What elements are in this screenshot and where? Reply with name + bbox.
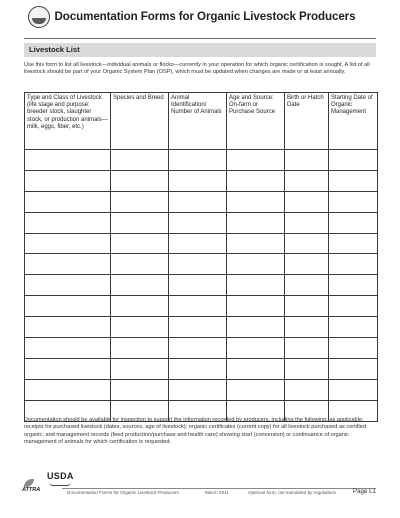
footer-note: Optional form, not mandated by regulations	[248, 490, 337, 495]
column-header-age-source: Age and Source: On-farm or Purchase Source	[227, 93, 285, 150]
table-cell[interactable]	[329, 170, 378, 191]
attra-logo: ATTRA	[22, 487, 41, 493]
table-cell[interactable]	[227, 233, 285, 254]
table-cell[interactable]	[285, 379, 329, 400]
table-cell[interactable]	[111, 233, 169, 254]
table-cell[interactable]	[25, 150, 111, 171]
table-cell[interactable]	[25, 254, 111, 275]
table-row	[25, 150, 378, 171]
table-cell[interactable]	[329, 296, 378, 317]
table-row	[25, 379, 378, 400]
table-cell[interactable]	[227, 254, 285, 275]
table-row	[25, 191, 378, 212]
table-cell[interactable]	[111, 275, 169, 296]
section-title: Livestock List	[24, 43, 376, 57]
table-cell[interactable]	[285, 191, 329, 212]
table-row	[25, 254, 378, 275]
table-cell[interactable]	[329, 254, 378, 275]
page-number: Page L1	[352, 488, 376, 495]
table-cell[interactable]	[169, 317, 227, 338]
table-cell[interactable]	[169, 170, 227, 191]
table-cell[interactable]	[285, 170, 329, 191]
table-cell[interactable]	[227, 358, 285, 379]
table-cell[interactable]	[329, 150, 378, 171]
column-header-birth-date: Birth or Hatch Date	[285, 93, 329, 150]
table-cell[interactable]	[25, 191, 111, 212]
table-cell[interactable]	[169, 338, 227, 359]
table-cell[interactable]	[169, 233, 227, 254]
table-cell[interactable]	[227, 212, 285, 233]
table-row	[25, 275, 378, 296]
table-cell[interactable]	[329, 338, 378, 359]
table-cell[interactable]	[111, 150, 169, 171]
usda-logo: USDA	[47, 471, 74, 481]
table-cell[interactable]	[227, 296, 285, 317]
table-row	[25, 296, 378, 317]
table-cell[interactable]	[25, 317, 111, 338]
usda-swoosh-icon	[49, 482, 71, 486]
table-cell[interactable]	[169, 358, 227, 379]
table-cell[interactable]	[329, 191, 378, 212]
table-cell[interactable]	[25, 233, 111, 254]
table-cell[interactable]	[111, 317, 169, 338]
document-title: Documentation Forms for Organic Livestock Producers	[54, 10, 356, 23]
table-row	[25, 358, 378, 379]
table-cell[interactable]	[169, 191, 227, 212]
table-cell[interactable]	[227, 338, 285, 359]
table-cell[interactable]	[169, 212, 227, 233]
table-cell[interactable]	[169, 150, 227, 171]
table-row	[25, 233, 378, 254]
table-cell[interactable]	[227, 150, 285, 171]
table-cell[interactable]	[227, 191, 285, 212]
table-cell[interactable]	[111, 191, 169, 212]
table-cell[interactable]	[329, 379, 378, 400]
table-body	[25, 150, 378, 422]
table-cell[interactable]	[329, 358, 378, 379]
table-cell[interactable]	[111, 379, 169, 400]
table-cell[interactable]	[227, 275, 285, 296]
intro-paragraph: Use this form to list all livestock—individual animals or flocks—currently in your operation for which organic certification is sought. A list of all livestock should be part of your Organic System Plan (OSP), which must be updated when changes are made or at least annually.	[24, 62, 370, 76]
column-header-species-breed: Species and Breed	[111, 93, 169, 150]
table-cell[interactable]	[111, 170, 169, 191]
table-cell[interactable]	[169, 296, 227, 317]
table-row	[25, 338, 378, 359]
header-divider	[24, 38, 376, 39]
table-cell[interactable]	[329, 275, 378, 296]
table-cell[interactable]	[285, 212, 329, 233]
table-cell[interactable]	[25, 275, 111, 296]
footer-date: March 2011	[205, 490, 229, 495]
table-cell[interactable]	[227, 317, 285, 338]
table-cell[interactable]	[169, 254, 227, 275]
table-cell[interactable]	[111, 212, 169, 233]
table-cell[interactable]	[285, 275, 329, 296]
livestock-table	[24, 92, 378, 422]
documentation-note: Documentation should be available for inspection to support the information recorded by producers, including the following, as applicable: receipts for purchased livestock (dates, sources, age of livestock); organic certificates (current copy) for all livestock purchased as certified organic; and management records (feed production/purchase and health care) showing start (conversion) or continuance of organic management of animals for which certification is requested.	[24, 417, 366, 446]
table-cell[interactable]	[25, 212, 111, 233]
table-cell[interactable]	[285, 338, 329, 359]
table-cell[interactable]	[285, 317, 329, 338]
table-cell[interactable]	[111, 296, 169, 317]
table-cell[interactable]	[329, 212, 378, 233]
table-cell[interactable]	[25, 338, 111, 359]
table-cell[interactable]	[329, 233, 378, 254]
footer-doc-title: Documentation Forms for Organic Livestock Producers	[67, 490, 179, 495]
table-cell[interactable]	[25, 170, 111, 191]
footer-divider	[62, 488, 376, 489]
column-header-animal-id: Animal Identification/ Number of Animals	[169, 93, 227, 150]
column-header-start-date: Starting Date of Organic Management	[329, 93, 378, 150]
table-cell[interactable]	[227, 379, 285, 400]
table-row	[25, 212, 378, 233]
table-cell[interactable]	[285, 233, 329, 254]
table-cell[interactable]	[329, 317, 378, 338]
table-cell[interactable]	[227, 170, 285, 191]
attra-leaf-icon	[24, 479, 34, 487]
table-cell[interactable]	[111, 254, 169, 275]
table-row	[25, 317, 378, 338]
table-cell[interactable]	[25, 379, 111, 400]
table-cell[interactable]	[25, 358, 111, 379]
table-cell[interactable]	[25, 296, 111, 317]
table-row	[25, 170, 378, 191]
table-cell[interactable]	[285, 358, 329, 379]
table-cell[interactable]	[111, 358, 169, 379]
table-cell[interactable]	[169, 275, 227, 296]
table-cell[interactable]	[111, 338, 169, 359]
table-cell[interactable]	[285, 150, 329, 171]
table-cell[interactable]	[285, 254, 329, 275]
table-cell[interactable]	[169, 379, 227, 400]
table-cell[interactable]	[285, 296, 329, 317]
column-header-type-class: Type and Class of Livestock (life stage and purpose: breeder stock, slaughter stock, or production animals—milk, eggs, fiber, etc.)	[25, 93, 111, 150]
table-header-row	[25, 93, 378, 150]
